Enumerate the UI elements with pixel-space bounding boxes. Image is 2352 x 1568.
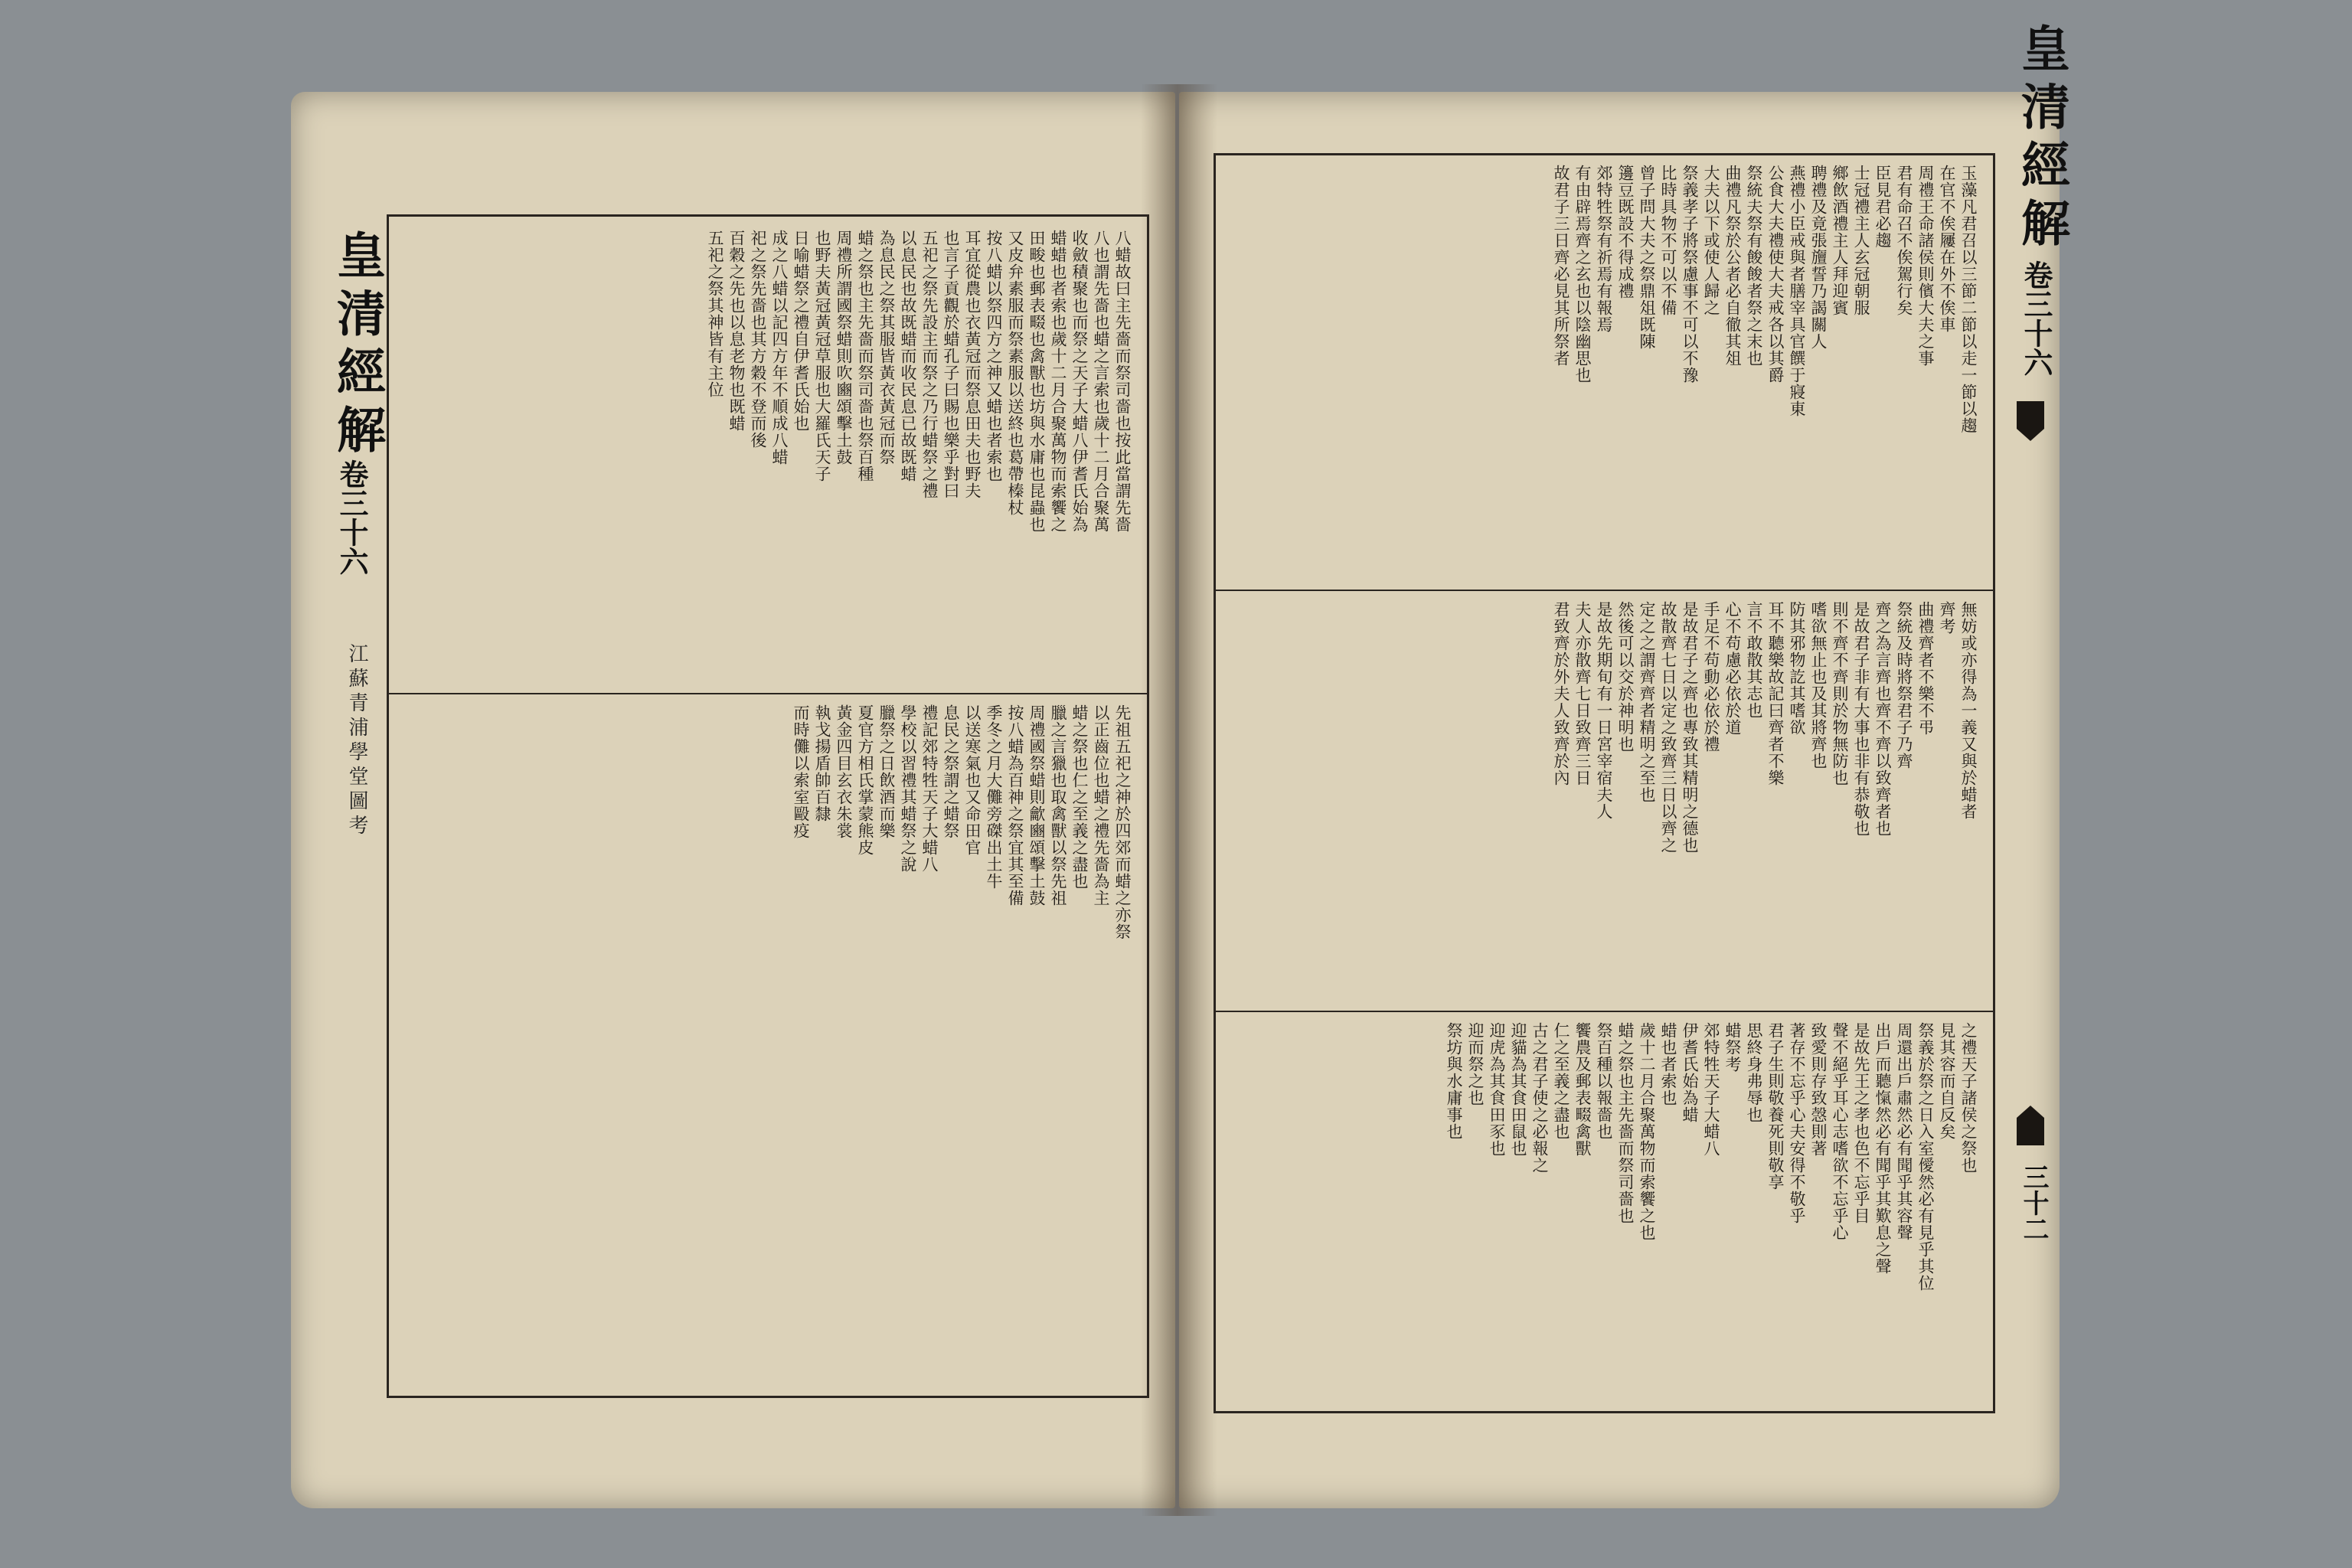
text-column: 五祀之祭其神皆有主位 — [706, 230, 724, 398]
left-section-divider — [387, 693, 1147, 694]
text-column: 夏官方相氏掌蒙熊皮 — [856, 704, 874, 856]
text-column: 祭統夫祭有餕餕者祭之末也 — [1745, 165, 1763, 367]
text-column: 燕禮小臣戒與者膳宰具官饌于寢東 — [1788, 165, 1806, 417]
text-column: 按八蜡以祭四方之神又蜡也者索也 — [985, 230, 1003, 482]
fish-tail-mark-icon — [2014, 1102, 2047, 1148]
publisher-imprint: 江蘇青浦學堂圖考 — [345, 643, 368, 839]
text-column: 是故先王之孝也色不忘乎目 — [1852, 1022, 1870, 1224]
text-column: 君致齊於外夫人致齊於內 — [1552, 601, 1570, 786]
text-column: 收斂積聚也而祭之天子大蜡八伊耆氏始為 — [1070, 230, 1089, 533]
text-column: 心不苟慮必依於道 — [1723, 601, 1742, 736]
fish-tail-mark-icon — [2014, 398, 2047, 444]
text-column: 又皮弁素服而祭素服以送終也葛帶榛杖 — [1006, 230, 1024, 516]
text-column: 執戈揚盾帥百隸 — [813, 704, 831, 822]
text-column: 手足不苟動必依於禮 — [1702, 601, 1720, 753]
text-column: 蜡之祭也主先嗇而祭司嗇也 — [1616, 1022, 1635, 1224]
text-column: 為息民之祭其服皆黃衣黃冠而祭 — [877, 230, 896, 466]
text-column: 歲十二月合聚萬物而索饗之也 — [1638, 1022, 1656, 1241]
text-column: 息民之祭謂之蜡祭 — [942, 704, 960, 839]
text-column: 祭義孝子將祭慮事不可以不豫 — [1681, 165, 1699, 384]
text-column: 也野夫黃冠黃冠草服也大羅氏天子 — [813, 230, 831, 482]
right-upper-text — [1225, 165, 1979, 578]
right-spine-volume: 卷三十六 — [2019, 260, 2053, 377]
text-column: 曲禮齊者不樂不弔 — [1916, 601, 1935, 736]
text-column: 君子生則敬養死則敬享 — [1766, 1022, 1785, 1191]
text-column: 蜡祭考 — [1723, 1022, 1742, 1073]
text-column: 聘禮及竟張旜誓乃謁關人 — [1809, 165, 1828, 350]
text-column: 曾子問大夫之祭鼎俎既陳 — [1638, 165, 1656, 350]
text-column: 夫人亦散齊七日致齊三日 — [1573, 601, 1592, 786]
text-column: 著存不忘乎心夫安得不敬乎 — [1788, 1022, 1806, 1224]
text-column: 百穀之先也以息老物也既蜡 — [727, 230, 746, 432]
text-column: 籩豆既設不得成禮 — [1616, 165, 1635, 299]
text-column: 黃金四目玄衣朱裳 — [835, 704, 853, 839]
text-column: 季冬之月大儺旁磔出土牛 — [985, 704, 1003, 890]
left-upper-text — [398, 230, 1133, 681]
text-column: 蜡之祭也仁之至義之盡也 — [1070, 704, 1089, 890]
right-middle-text — [1225, 601, 1979, 999]
text-column: 以正齒位也蜡之禮先嗇為主 — [1092, 704, 1110, 906]
text-column: 故散齊七日以定之致齊三日以齊之 — [1659, 601, 1677, 854]
left-spine-title: 皇清經解 — [328, 230, 386, 462]
text-column: 蜡蜡也者索也歲十二月合聚萬物而索饗之 — [1049, 230, 1067, 533]
text-column: 致愛則存致愨則著 — [1809, 1022, 1828, 1157]
text-column: 郊特牲祭有祈焉有報焉 — [1595, 165, 1613, 333]
text-column: 玉藻凡君召以三節二節以走一節以趨 — [1959, 165, 1978, 434]
text-column: 周還出戶肅然必有聞乎其容聲 — [1895, 1022, 1913, 1241]
text-column: 齊考 — [1938, 601, 1956, 635]
text-column: 然後可以交於神明也 — [1616, 601, 1635, 753]
text-column: 防其邪物訖其嗜欲 — [1788, 601, 1806, 736]
text-column: 也言子貢觀於蜡孔子曰賜也樂乎對曰 — [942, 230, 960, 499]
text-column: 仁之至義之盡也 — [1552, 1022, 1570, 1140]
text-column: 言不敢散其志也 — [1745, 601, 1763, 719]
text-column: 在官不俟屨在外不俟車 — [1938, 165, 1956, 333]
left-lower-text — [398, 704, 1133, 1378]
text-column: 日喻蜡祭之禮自伊耆氏始也 — [792, 230, 810, 432]
text-column: 按八蜡為百神之祭宜其至備 — [1006, 704, 1024, 906]
text-column: 周禮所謂國祭蜡則吹豳頌擊土鼓 — [835, 230, 853, 466]
text-column: 故君子三日齊必見其所祭者 — [1552, 165, 1570, 367]
text-column: 耳不聽樂故記曰齊者不樂 — [1766, 601, 1785, 786]
right-spine-title: 皇清經解 — [2013, 23, 2070, 256]
folio-number: 三十二 — [2018, 1164, 2049, 1242]
right-section-divider-lower — [1214, 1011, 1993, 1012]
text-column: 臘祭之日飲酒而樂 — [877, 704, 896, 839]
right-section-divider-upper — [1214, 590, 1993, 591]
text-column: 周禮國祭蜡則龡豳頌擊土鼓 — [1027, 704, 1046, 906]
text-column: 祭百種以報嗇也 — [1595, 1022, 1613, 1140]
text-column: 先祖五祀之神於四郊而蜡之亦祭 — [1113, 704, 1132, 940]
text-column: 蜡之祭也主先嗇而祭司嗇也祭百種 — [856, 230, 874, 482]
text-column: 祭統及時將祭君子乃齊 — [1895, 601, 1913, 769]
text-column: 八蜡故曰主先嗇而祭司嗇也按此當謂先嗇 — [1113, 230, 1132, 533]
text-column: 齊之為言齊也齊不齊以致齊者也 — [1873, 601, 1892, 837]
text-column: 聲不絕乎耳心志嗜欲不忘乎心 — [1831, 1022, 1849, 1241]
text-column: 迎而祭之也 — [1466, 1022, 1485, 1106]
text-column: 出戶而聽愾然必有聞乎其歎息之聲 — [1873, 1022, 1892, 1275]
text-column: 伊耆氏始為蜡 — [1681, 1022, 1699, 1123]
text-column: 以送寒氣也又命田官 — [963, 704, 982, 856]
text-column: 祭坊與水庸事也 — [1445, 1022, 1463, 1140]
text-column: 是故君子之齊也專致其精明之德也 — [1681, 601, 1699, 854]
text-column: 周禮王命諸侯則儐大夫之事 — [1916, 165, 1935, 367]
text-column: 臣見君必趨 — [1873, 165, 1892, 249]
text-column: 無妨或亦得為一義又與於蜡者 — [1959, 601, 1978, 820]
text-column: 是故君子非有大事也非有恭敬也 — [1852, 601, 1870, 837]
text-column: 定之之謂齊齊者精明之至也 — [1638, 601, 1656, 803]
text-column: 臘之言獵也取禽獸以祭先祖 — [1049, 704, 1067, 906]
text-column: 學校以習禮其蜡祭之說 — [899, 704, 917, 873]
text-column: 鄉飲酒禮主人拜迎賓 — [1831, 165, 1849, 316]
right-lower-text — [1225, 1022, 1979, 1397]
text-column: 祀之祭先嗇也其方穀不登而後 — [749, 230, 767, 449]
text-column: 則不齊不齊則於物無防也 — [1831, 601, 1849, 786]
text-column: 公食大夫禮使大夫戒各以其爵 — [1766, 165, 1785, 384]
text-column: 古之君子使之必報之 — [1530, 1022, 1549, 1174]
text-column: 見其容而自反矣 — [1938, 1022, 1956, 1140]
text-column: 之禮天子諸侯之祭也 — [1959, 1022, 1978, 1174]
text-column: 迎虎為其食田豕也 — [1488, 1022, 1506, 1157]
text-column: 八也謂先嗇也蜡之言索也歲十二月合聚萬 — [1092, 230, 1110, 533]
text-column: 耳宜從農也衣黃冠而祭息田夫也野夫 — [963, 230, 982, 499]
text-column: 祭義於祭之日入室僾然必有見乎其位 — [1916, 1022, 1935, 1292]
text-column: 君有命召不俟駕行矣 — [1895, 165, 1913, 316]
text-column: 饗農及郵表畷禽獸 — [1573, 1022, 1592, 1157]
left-spine-volume: 卷三十六 — [335, 459, 369, 576]
text-column: 而時儺以索室毆疫 — [792, 704, 810, 839]
text-column: 士冠禮主人玄冠朝服 — [1852, 165, 1870, 316]
text-column: 五祀之祭先設主而祭之乃行蜡祭之禮 — [920, 230, 939, 499]
text-column: 思終身弗辱也 — [1745, 1022, 1763, 1123]
text-column: 嗜欲無止也及其將齊也 — [1809, 601, 1828, 769]
text-column: 有由辟焉齊之玄也以陰幽思也 — [1573, 165, 1592, 384]
text-column: 以息民也故既蜡而收民息已故既蜡 — [899, 230, 917, 482]
text-column: 郊特牲天子大蜡八 — [1702, 1022, 1720, 1157]
text-column: 大夫以下或使人歸之 — [1702, 165, 1720, 316]
text-column: 比時具物不可以不備 — [1659, 165, 1677, 316]
text-column: 迎貓為其食田鼠也 — [1509, 1022, 1527, 1157]
text-column: 曲禮凡祭於公者必自徹其俎 — [1723, 165, 1742, 367]
text-column: 蜡也者索也 — [1659, 1022, 1677, 1106]
text-column: 田畯也郵表畷也禽獸也坊與水庸也昆蟲也 — [1027, 230, 1046, 533]
text-column: 成之八蜡以記四方年不順成八蜡 — [770, 230, 789, 466]
text-column: 是故先期旬有一日宮宰宿夫人 — [1595, 601, 1613, 820]
text-column: 禮記郊特牲天子大蜡八 — [920, 704, 939, 873]
